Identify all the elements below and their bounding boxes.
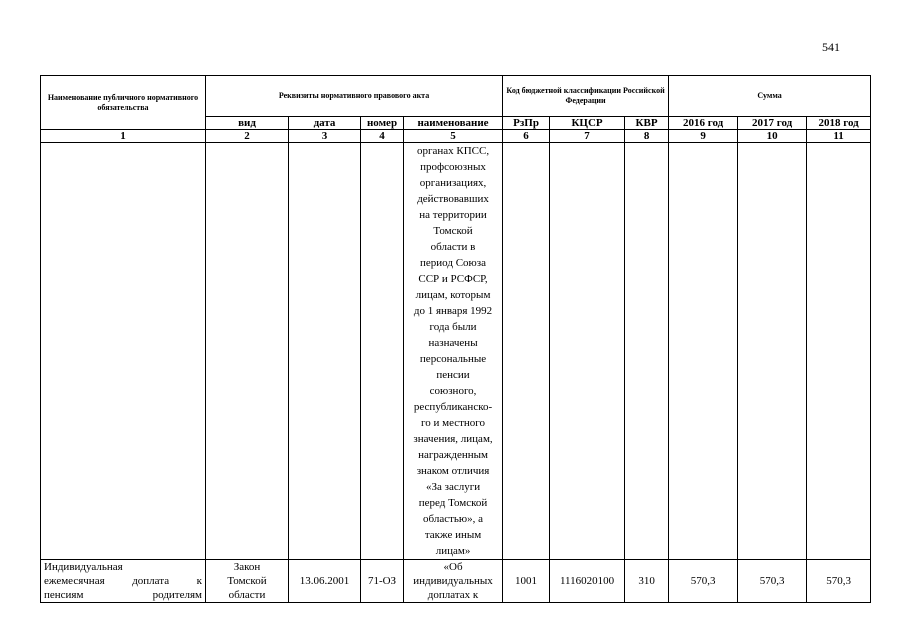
column-header: наименование (404, 117, 503, 130)
text-line: профсоюзных (420, 161, 486, 173)
kcsr-cell: 1116020100 (550, 560, 625, 603)
text-line: Индивидуальная (44, 561, 123, 573)
text-line: действовавших (417, 193, 489, 205)
sum-2016-cell: 570,3 (669, 560, 738, 603)
text-line: пенсии (436, 369, 470, 381)
text-line: области в (430, 241, 476, 253)
text-line: доплатах к (427, 589, 479, 601)
column-header: номер (361, 117, 404, 130)
act-name-continuation (404, 143, 503, 560)
table-cell (206, 143, 289, 560)
text-line: назначены (428, 337, 478, 349)
sum-2017-cell: 570,3 (738, 560, 807, 603)
text-line: период Союза (420, 257, 486, 269)
column-number: 3 (289, 130, 361, 143)
column-header: 2017 год (738, 117, 807, 130)
rzpr-cell: 1001 (503, 560, 550, 603)
column-header: вид (206, 117, 289, 130)
table-row (41, 560, 871, 603)
header-row-groups (41, 76, 871, 117)
column-number: 7 (550, 130, 625, 143)
text-line: областью», а (423, 513, 484, 525)
header-obligation: Наименование публичного нормативного обязательства (41, 76, 206, 130)
column-number: 5 (404, 130, 503, 143)
table-cell (625, 143, 669, 560)
act-number-cell: 71-ОЗ (361, 560, 404, 603)
obligation-name-cell (41, 560, 206, 603)
text-line: «Об (443, 561, 463, 573)
column-number: 6 (503, 130, 550, 143)
header-row-numbers (41, 130, 871, 143)
table-cell (807, 143, 871, 560)
column-number: 1 (41, 130, 206, 143)
text-line: Томской (227, 575, 267, 587)
text-line: пенсиям родителям (44, 589, 202, 601)
table-cell (503, 143, 550, 560)
text-line: перед Томской (418, 497, 488, 509)
table-cell (289, 143, 361, 560)
column-header: КЦСР (550, 117, 625, 130)
header-budget-code: Код бюджетной классификации Российской Федерации (503, 76, 669, 117)
column-header: КВР (625, 117, 669, 130)
text-line: лицам» (435, 545, 471, 557)
text-line: персональные (419, 353, 487, 365)
table-cell (550, 143, 625, 560)
text-line: лицам, которым (415, 289, 491, 301)
sum-2018-cell: 570,3 (807, 560, 871, 603)
column-number: 2 (206, 130, 289, 143)
text-line: ежемесячная доплата к (44, 575, 202, 587)
table-cell (738, 143, 807, 560)
column-header: дата (289, 117, 361, 130)
text-line: значения, лицам, (413, 433, 493, 445)
column-header: 2018 год (807, 117, 871, 130)
page-number: 541 (822, 40, 840, 54)
text-line: Томской (433, 225, 473, 237)
table-cell (361, 143, 404, 560)
header-requisites: Реквизиты нормативного правового акта (206, 76, 503, 117)
table-row-continuation (41, 143, 871, 560)
kvr-cell: 310 (625, 560, 669, 603)
text-line: организациях, (419, 177, 487, 189)
column-number: 11 (807, 130, 871, 143)
text-line: области (228, 589, 266, 601)
text-line: «За заслуги (425, 481, 481, 493)
column-number: 10 (738, 130, 807, 143)
act-name-cell (404, 560, 503, 603)
text-line: до 1 января 1992 (413, 305, 493, 317)
column-number: 4 (361, 130, 404, 143)
text-line: года были (429, 321, 477, 333)
column-header: 2016 год (669, 117, 738, 130)
column-number: 9 (669, 130, 738, 143)
text-line: органах КПСС, (416, 145, 490, 157)
text-line: знаком отличия (416, 465, 490, 477)
column-number: 8 (625, 130, 669, 143)
text-line: на территории (419, 209, 487, 221)
table-cell (41, 143, 206, 560)
header-sum: Сумма (669, 76, 871, 117)
act-type-cell (206, 560, 289, 603)
text-line: Закон (233, 561, 261, 573)
text-line: награжденным (418, 449, 488, 461)
text-line: республиканско- (413, 401, 493, 413)
budget-obligations-table (40, 75, 871, 603)
table-cell (669, 143, 738, 560)
text-line: также иным (424, 529, 482, 541)
text-line: ССР и РСФСР, (418, 273, 488, 285)
act-date-cell: 13.06.2001 (289, 560, 361, 603)
column-header: РзПр (503, 117, 550, 130)
text-line: союзного, (429, 385, 477, 397)
text-line: индивидуальных (413, 575, 493, 587)
text-line: го и местного (420, 417, 486, 429)
